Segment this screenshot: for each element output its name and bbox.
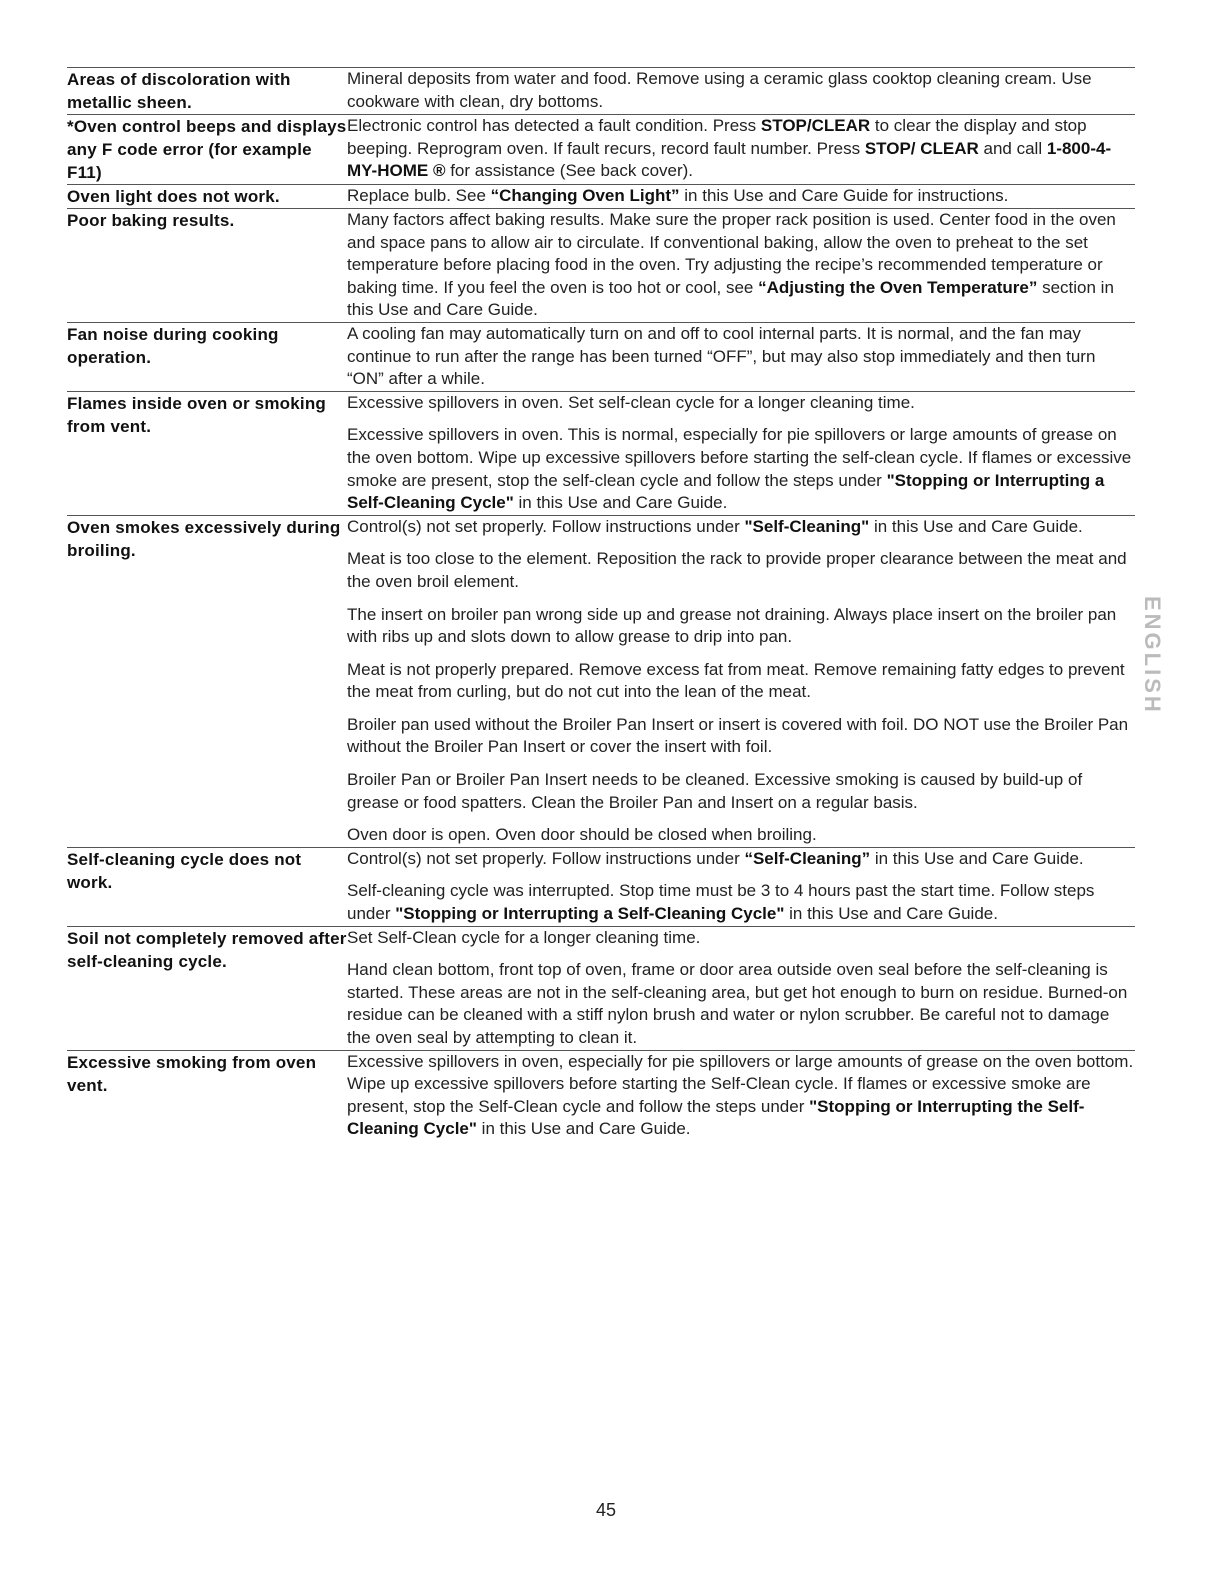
- emphasized-text: "Stopping or Interrupting a Self-Cleaning Cycle": [347, 470, 1105, 513]
- solution-cell: [347, 926, 1135, 1050]
- solution-text: Self-cleaning cycle was interrupted. Stop time must be 3 to 4 hours past the start time. Follow steps under: [347, 881, 1095, 924]
- solution-cell: [347, 185, 1135, 209]
- solution-paragraph: [347, 115, 1135, 183]
- emphasized-text: STOP/ CLEAR: [864, 138, 979, 158]
- solution-text: in this Use and Care Guide.: [784, 904, 998, 924]
- solution-paragraph: [347, 659, 1135, 704]
- table-row: [67, 515, 1135, 847]
- solution-text: section in this Use and Care Guide.: [347, 277, 1114, 320]
- table-row: [67, 322, 1135, 391]
- emphasized-text: “Self-Cleaning”: [744, 848, 871, 868]
- emphasized-text: “Changing Oven Light”: [490, 186, 680, 205]
- solution-text: in this Use and Care Guide.: [513, 493, 728, 513]
- solution-text: Control(s) not set properly. Follow instructions under: [347, 516, 745, 536]
- problem-cell: *Oven control beeps and displays any F code error (for example F11): [67, 117, 347, 182]
- solution-paragraph: [347, 604, 1135, 649]
- solution-paragraph: [347, 68, 1135, 113]
- solution-text: A cooling fan may automatically turn on and off to cool internal parts. It is normal, and the fan may continue to run after the range has been turned “OFF”, but may also stop immediately and then turn “ON” after a while.: [347, 323, 1096, 389]
- solution-text: and call: [978, 138, 1047, 158]
- solution-text: Electronic control has detected a fault condition. Press: [347, 116, 761, 135]
- solution-text: Many factors affect baking results. Make sure the proper rack position is used. Center food in the oven and space pans to allow air to circulate. If conventional baking, allow the oven to preheat to the set temperature before placing food in the oven. Try adjusting the recipe’s recommended temperature or baking time. If you feel the oven is too hot or cool, see: [347, 210, 1116, 297]
- emphasized-text: "Stopping or Interrupting the Self-Cleaning Cycle": [347, 1096, 1085, 1139]
- solution-text: Broiler pan used without the Broiler Pan Insert or insert is covered with foil. DO NOT use the Broiler Pan without the Broiler Pan Insert or cover the insert with foil.: [347, 714, 1129, 757]
- problem-cell: Oven light does not work.: [67, 187, 280, 206]
- problem-cell: Areas of discoloration with metallic sheen.: [67, 70, 291, 112]
- troubleshooting-page: [67, 67, 1135, 1141]
- solution-paragraph: [347, 185, 1135, 208]
- solution-paragraph: [347, 769, 1135, 814]
- emphasized-text: “Adjusting the Oven Temperature”: [758, 277, 1038, 297]
- emphasized-text: STOP/CLEAR: [760, 116, 871, 135]
- solution-text: The insert on broiler pan wrong side up and grease not draining. Always place insert on the broiler pan with ribs up and slots down to allow grease to drip into pan.: [347, 604, 1117, 647]
- language-side-tab: ENGLISH: [1140, 595, 1165, 715]
- solution-text: to clear the display and stop beeping. Reprogram oven. If fault recurs, record fault number. Press: [347, 116, 1087, 158]
- solution-text: in this Use and Care Guide.: [870, 848, 1084, 868]
- solution-text: Replace bulb. See: [347, 186, 491, 205]
- solution-text: Excessive spillovers in oven, especially for pie spillovers or large amounts of grease on the oven bottom. Wipe up excessive spillovers before starting the Self-Clean cycle. If flames or excessive smoke are present, stop the Self-Clean cycle and follow the steps under: [347, 1051, 1134, 1116]
- table-row: [67, 391, 1135, 515]
- solution-text: Meat is not properly prepared. Remove excess fat from meat. Remove remaining fatty edges to prevent the meat from curling, but do not cut into the lean of the meat.: [347, 659, 1125, 702]
- solution-paragraph: [347, 880, 1135, 925]
- solution-paragraph: [347, 424, 1135, 514]
- solution-text: Control(s) not set properly. Follow instructions under: [347, 848, 745, 868]
- solution-paragraph: [347, 959, 1135, 1049]
- problem-cell: Excessive smoking from oven vent.: [67, 1052, 317, 1095]
- solution-text: Set Self-Clean cycle for a longer cleaning time.: [347, 927, 701, 947]
- solution-paragraph: [347, 714, 1135, 759]
- solution-cell: [347, 209, 1135, 323]
- solution-text: Excessive spillovers in oven. Set self-clean cycle for a longer cleaning time.: [347, 392, 915, 412]
- troubleshooting-table: [67, 68, 1135, 1141]
- emphasized-text: 1-800-4-MY-HOME ®: [347, 138, 1112, 181]
- solution-text: in this Use and Care Guide.: [476, 1119, 691, 1139]
- table-row: [67, 115, 1135, 185]
- troubleshooting-rows: [67, 68, 1135, 1141]
- solution-paragraph: [347, 548, 1135, 593]
- table-row: [67, 847, 1135, 926]
- solution-text: for assistance (See back cover).: [445, 161, 694, 181]
- solution-text: Hand clean bottom, front top of oven, frame or door area outside oven seal before the self-cleaning is started. These areas are not in the self-cleaning area, but get hot enough to burn on residue. Burned-on residue can be cleaned with a stiff nylon brush and water or nylon scrubber. Be careful not to damage the oven seal by attempting to clean it.: [347, 960, 1128, 1047]
- emphasized-text: "Stopping or Interrupting a Self-Cleaning Cycle": [395, 904, 785, 924]
- solution-paragraph: [347, 209, 1135, 322]
- problem-cell: Soil not completely removed after self-cleaning cycle.: [67, 928, 347, 971]
- problem-cell: Flames inside oven or smoking from vent.: [67, 393, 326, 436]
- problem-cell: Poor baking results.: [67, 211, 235, 230]
- table-row: [67, 209, 1135, 323]
- solution-paragraph: [347, 824, 1135, 847]
- solution-paragraph: [347, 848, 1135, 871]
- solution-cell: [347, 322, 1135, 391]
- solution-cell: [347, 1050, 1135, 1141]
- problem-cell: Fan noise during cooking operation.: [67, 324, 279, 367]
- table-row: [67, 1050, 1135, 1141]
- solution-paragraph: [347, 927, 1135, 950]
- table-row: [67, 68, 1135, 115]
- solution-text: Mineral deposits from water and food. Remove using a ceramic glass cooktop cleaning cream. Use cookware with clean, dry bottoms.: [347, 69, 1092, 111]
- solution-cell: [347, 847, 1135, 926]
- solution-cell: [347, 68, 1135, 115]
- problem-cell: Self-cleaning cycle does not work.: [67, 849, 302, 892]
- solution-paragraph: [347, 1051, 1135, 1141]
- solution-paragraph: [347, 392, 1135, 415]
- solution-paragraph: [347, 516, 1135, 539]
- solution-cell: [347, 515, 1135, 847]
- solution-text: Oven door is open. Oven door should be closed when broiling.: [347, 825, 817, 845]
- page-number: 45: [595, 1500, 617, 1520]
- solution-text: Broiler Pan or Broiler Pan Insert needs to be cleaned. Excessive smoking is caused by build-up of grease or food spatters. Clean the Broiler Pan and Insert on a regular basis.: [347, 770, 1083, 812]
- table-row: [67, 185, 1135, 209]
- solution-cell: [347, 391, 1135, 515]
- solution-text: in this Use and Care Guide.: [869, 516, 1083, 536]
- solution-cell: [347, 115, 1135, 185]
- solution-text: in this Use and Care Guide for instructions.: [679, 186, 1009, 205]
- table-row: [67, 926, 1135, 1050]
- solution-text: Meat is too close to the element. Reposition the rack to provide proper clearance between the meat and the oven broil element.: [347, 549, 1127, 591]
- problem-cell: Oven smokes excessively during broiling.: [67, 517, 341, 560]
- solution-paragraph: [347, 323, 1135, 391]
- solution-text: Excessive spillovers in oven. This is normal, especially for pie spillovers or large amounts of grease on the oven bottom. Wipe up excessive spillovers before starting the self-clean cycle. If flames or excessive smoke are present, stop the self-clean cycle and follow the steps under: [347, 425, 1132, 490]
- emphasized-text: "Self-Cleaning": [744, 516, 870, 536]
